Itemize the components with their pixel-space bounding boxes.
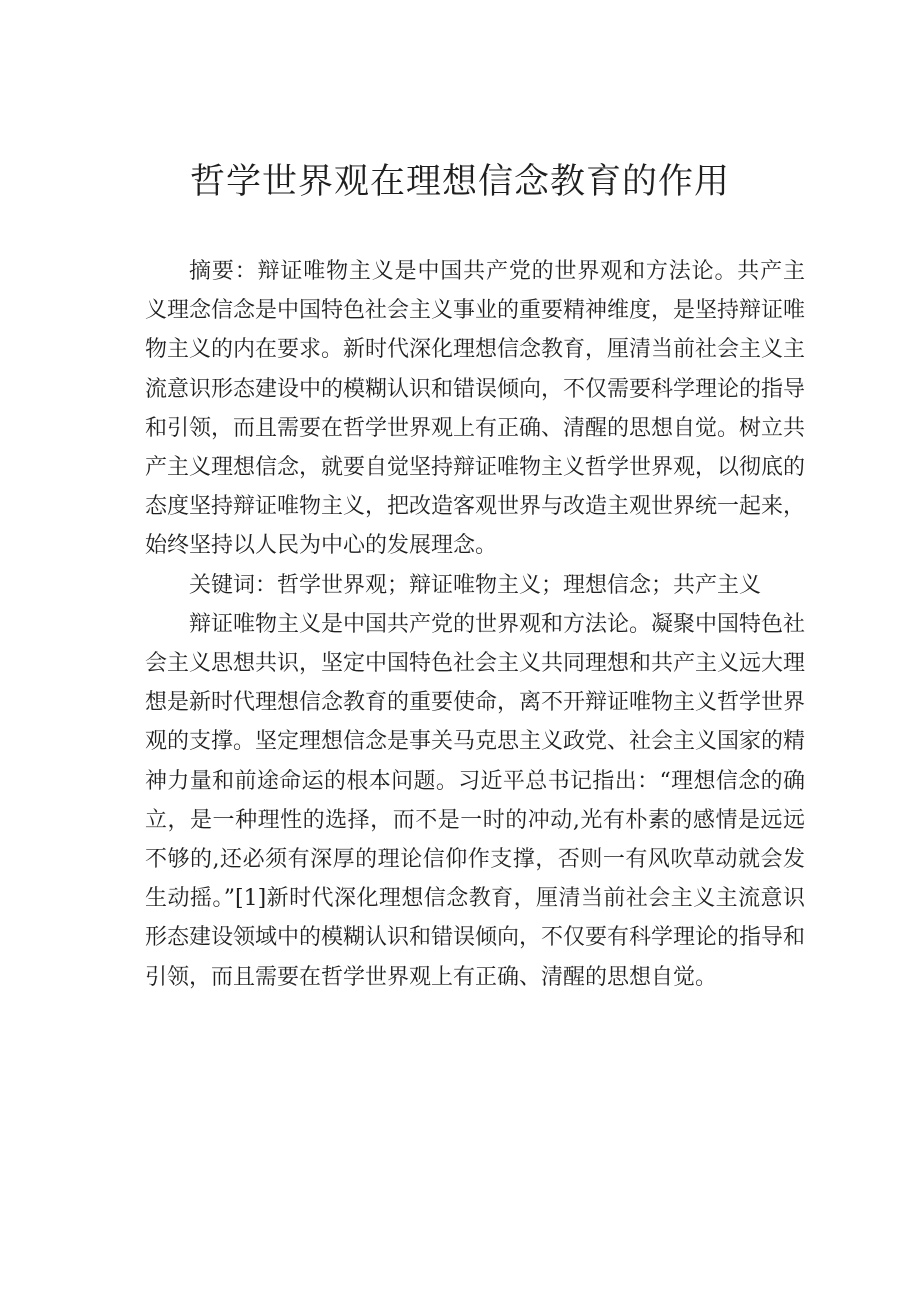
document-body — [145, 252, 805, 997]
keywords-label: 关键词： — [189, 572, 278, 598]
abstract-paragraph — [145, 252, 805, 566]
abstract-label: 摘要： — [189, 259, 258, 284]
abstract-text: 辩证唯物主义是中国共产党的世界观和方法论。共产主义理念信念是中国特色社会主义事业的重要精神维度，是坚持辩证唯物主义的内在要求。新时代深化理想信念教育，厘清当前社会主义主流意识形态建设中的模糊认识和错误倾向，不仅需要科学理论的指导和引领，而且需要在哲学世界观上有正确、清醒的思想自觉。树立共产主义理想信念，就要自觉坚持辩证唯物主义哲学世界观，以彻底的态度坚持辩证唯物主义，把改造客观世界与改造主观世界统一起来，始终坚持以人民为中心的发展理念。 — [145, 259, 806, 559]
body-paragraph: 辩证唯物主义是中国共产党的世界观和方法论。凝聚中国特色社会主义思想共识，坚定中国特色社会主义共同理想和共产主义远大理想是新时代理想信念教育的重要使命，离不开辩证唯物主义哲学世界观的支撑。坚定理想信念是事关马克思主义政党、社会主义国家的精神力量和前途命运的根本问题。习近平总书记指出：“理想信念的确立，是一种理性的选择，而不是一时的冲动,光有朴素的感情是远远不够的,还必须有深厚的理论信仰作支撑，否则一有风吹草动就会发生动摇。”[1]新时代深化理想信念教育，厘清当前社会主义主流意识形态建设领域中的模糊认识和错误倾向，不仅要有科学理论的指导和引领，而且需要在哲学世界观上有正确、清醒的思想自觉。 — [145, 611, 806, 990]
document-title: 哲学世界观在理想信念教育的作用 — [189, 162, 730, 202]
keywords-text: 哲学世界观；辩证唯物主义；理想信念；共产主义 — [277, 572, 762, 598]
keywords-paragraph — [145, 566, 805, 605]
